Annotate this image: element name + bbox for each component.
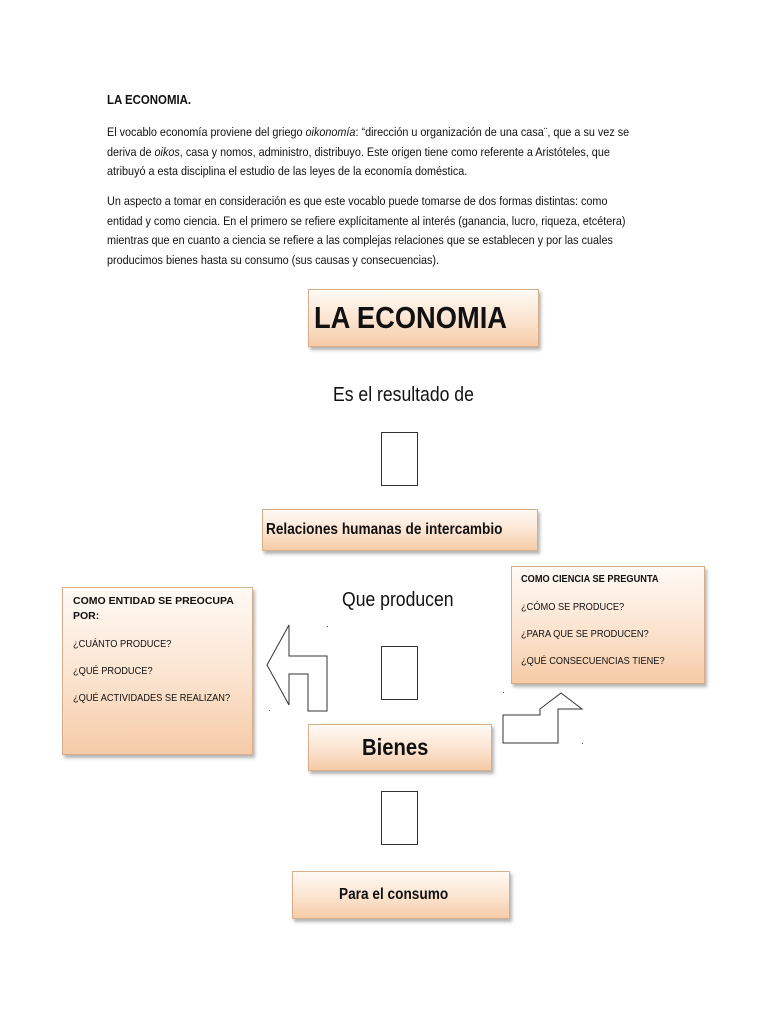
paragraph-line: producimos bienes hasta su consumo (sus causas y consecuencias). [107, 252, 440, 267]
consumo-text: Para el consumo [338, 886, 449, 903]
label-producen: Que producen [342, 589, 454, 611]
diagram-title-box [308, 289, 539, 347]
paragraph-line: deriva de oikos, casa y nomos, administro, distribuyo. Este origen tiene como referente a Aristóteles, que [107, 144, 610, 159]
relaciones-text: Relaciones humanas de intercambio [265, 521, 503, 538]
connector-box [381, 432, 418, 486]
connector-box [381, 646, 418, 700]
arrow-left-up-icon [264, 622, 334, 714]
document-title-text: LA ECONOMIA. [107, 92, 192, 107]
ciencia-heading: COMO CIENCIA SE PREGUNTA [521, 573, 659, 585]
document-title [107, 92, 203, 107]
ciencia-box [511, 566, 705, 684]
entidad-item: ¿CUÁNTO PRODUCE? [73, 638, 172, 650]
relaciones-box [262, 509, 538, 551]
speck [269, 710, 270, 711]
paragraph-line: El vocablo economía proviene del griego oikonomía: “dirección u organización de una casa¨, que a su vez se [107, 125, 630, 139]
entidad-heading: COMO ENTIDAD SE PREOCUPA POR: [73, 595, 234, 622]
ciencia-item: ¿QUÉ CONSECUENCIAS TIENE? [521, 655, 665, 667]
ciencia-item: ¿PARA QUE SE PRODUCEN? [521, 628, 649, 640]
italic-term: oikonomía [305, 125, 356, 139]
connector-box [381, 791, 418, 845]
diagram-title: LA ECONOMIA [313, 300, 507, 335]
entidad-box [62, 587, 253, 755]
paragraph-line: mientras que en cuanto a ciencia se refiere a las complejas relaciones que se establecen y por las cuales [107, 233, 613, 247]
paragraph-line: Un aspecto a tomar en consideración es que este vocablo puede tomarse de dos formas distintas: como [107, 194, 608, 208]
consumo-box [292, 871, 510, 919]
paragraph-line: entidad y como ciencia. En el primero se refiere explícitamente al interés (ganancia, lucro, riqueza, etcétera) [107, 213, 626, 228]
entidad-item: ¿QUÉ PRODUCE? [73, 665, 153, 677]
speck [327, 626, 328, 627]
speck [503, 692, 504, 693]
bienes-box [308, 724, 492, 771]
arrow-right-up-icon [500, 690, 586, 746]
paragraph-line: atribuyó a esta disciplina el estudio de las leyes de la economía doméstica. [107, 164, 468, 178]
speck [582, 743, 583, 744]
paragraph-aspects [107, 192, 696, 270]
ciencia-item: ¿CÓMO SE PRODUCE? [521, 601, 625, 613]
entidad-item: ¿QUÉ ACTIVIDADES SE REALIZAN? [73, 692, 231, 704]
label-resultado: Es el resultado de [333, 384, 474, 406]
italic-term: oikos [154, 144, 180, 159]
bienes-text: Bienes [362, 734, 429, 760]
paragraph-etymology [107, 123, 700, 182]
